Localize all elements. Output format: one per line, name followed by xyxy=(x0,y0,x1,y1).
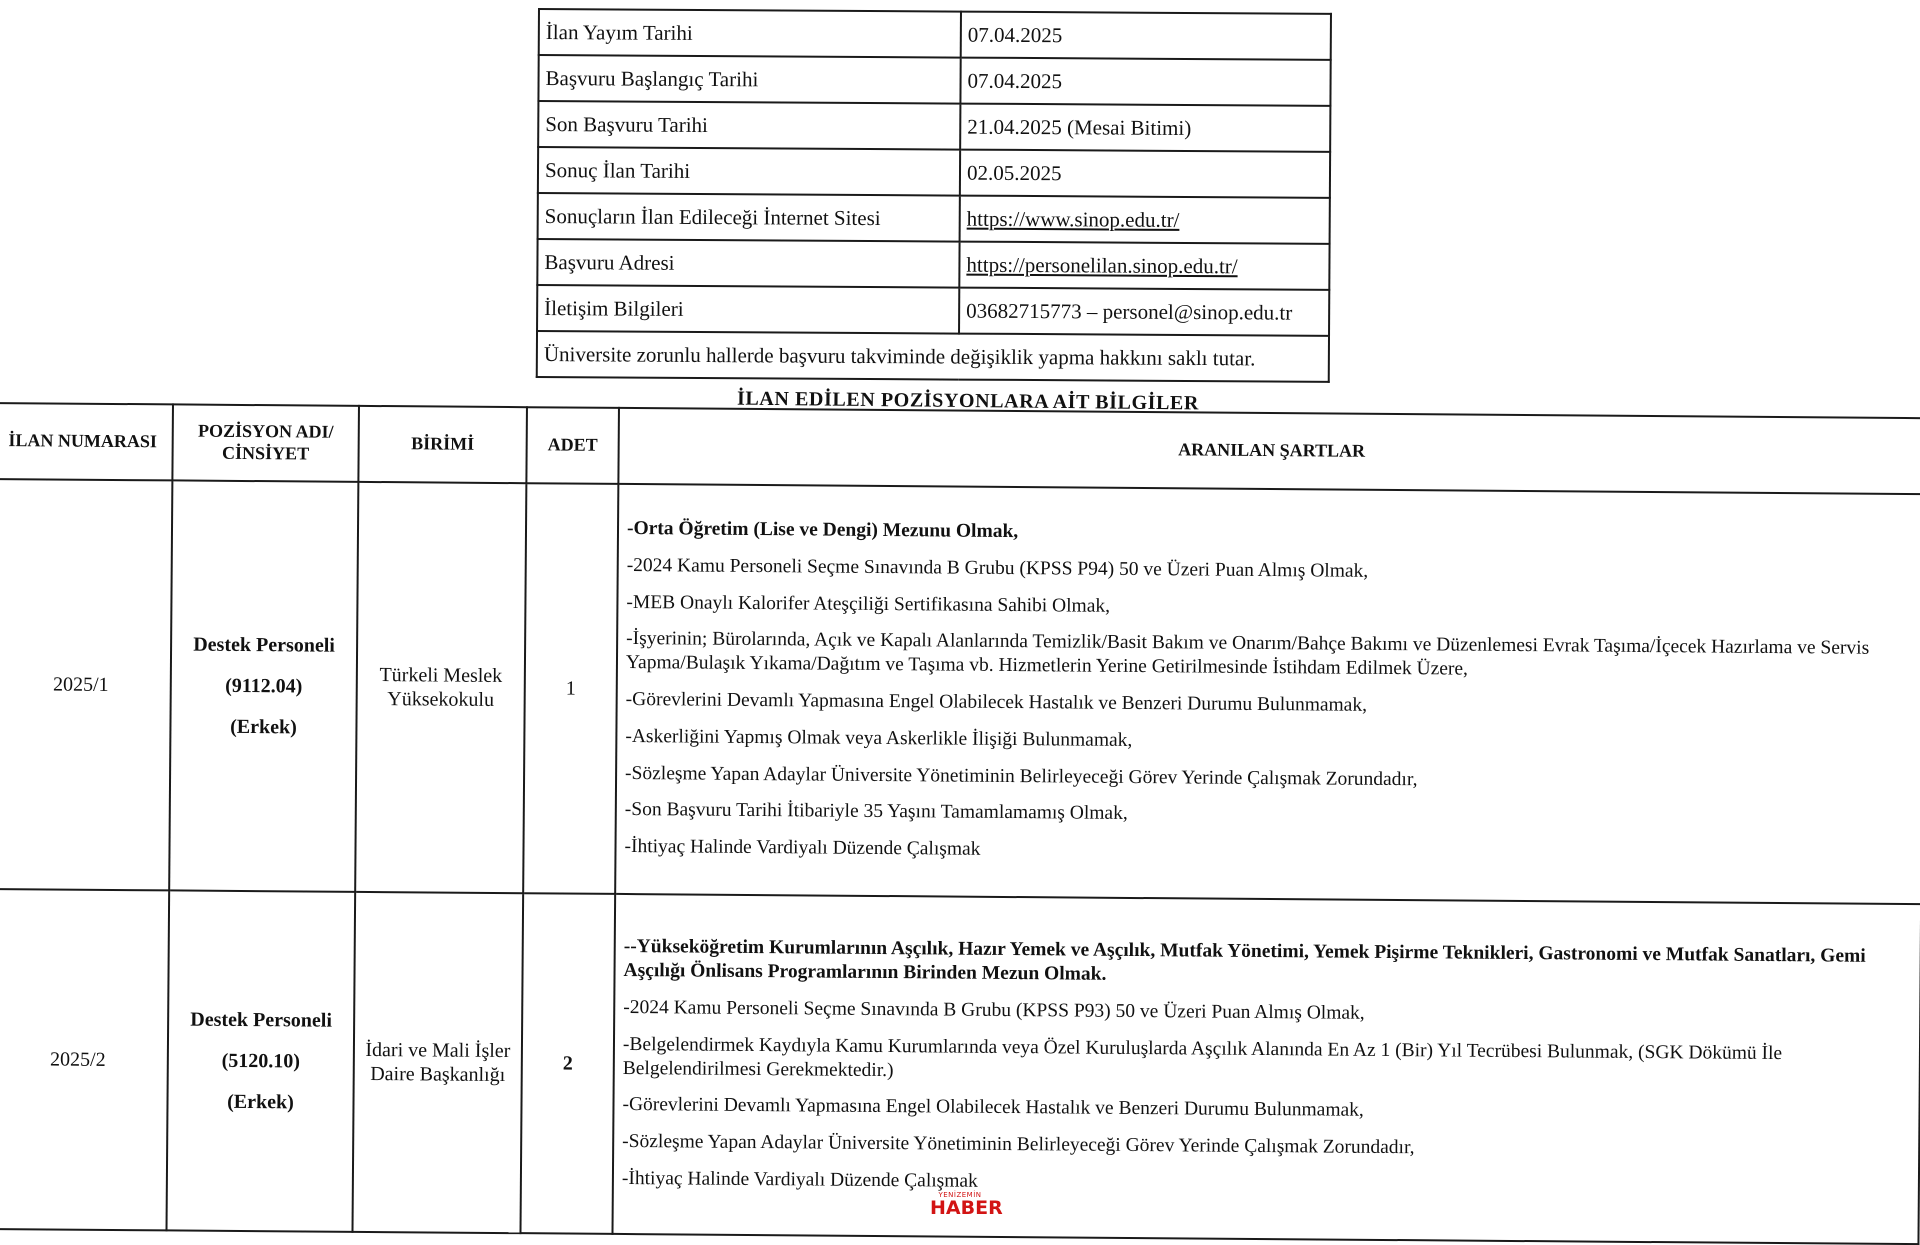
requirement-item: -2024 Kamu Personeli Seçme Sınavında B Grubu (KPSS P94) 50 ve Üzeri Puan Almış Olmak, xyxy=(626,554,1369,582)
info-label: Başvuru Adresi xyxy=(537,239,959,288)
requirement-item: -İhtiyaç Halinde Vardiyalı Düzende Çalışmak xyxy=(621,1167,978,1192)
requirement-item: -Sözleşme Yapan Adaylar Üniversite Yönetiminin Belirleyeceği Görev Yerinde Çalışmak Zorundadır, xyxy=(622,1131,1415,1159)
info-row xyxy=(538,55,1330,106)
requirement-item: -Görevlerini Devamlı Yapmasına Engel Olabilecek Hastalık ve Benzeri Durumu Bulunmamak, xyxy=(625,688,1368,716)
watermark-main-text: HABER xyxy=(930,1197,1003,1219)
requirement-item: -Askerliğini Yapmış Olmak veya Askerlikle İlişiği Bulunmamak, xyxy=(625,725,1133,751)
position-name: Destek Personeli xyxy=(193,633,335,657)
requirement-item: -Sözleşme Yapan Adaylar Üniversite Yönetiminin Belirleyeceği Görev Yerinde Çalışmak Zorundadır, xyxy=(625,762,1418,790)
info-row xyxy=(537,239,1329,290)
position-gender: (Erkek) xyxy=(227,1090,294,1113)
info-label: Sonuçların İlan Edileceği İnternet Sitesi xyxy=(538,193,960,242)
position-code: (5120.10) xyxy=(221,1049,301,1072)
info-label: Son Başvuru Tarihi xyxy=(538,101,960,150)
position-count: 1 xyxy=(523,483,618,894)
info-value xyxy=(960,196,1330,244)
info-row xyxy=(538,147,1330,198)
info-value: 21.04.2025 (Mesai Bitimi) xyxy=(960,104,1330,152)
results-website-link[interactable]: https://www.sinop.edu.tr/ xyxy=(966,206,1180,232)
requirement-item: -MEB Onaylı Kalorifer Ateşçiliği Sertifikasına Sahibi Olmak, xyxy=(626,591,1111,617)
requirements-cell xyxy=(612,894,1920,1244)
position-gender: (Erkek) xyxy=(230,715,297,738)
info-label: Sonuç İlan Tarihi xyxy=(538,147,960,196)
watermark-small-text: YENİZEMİN xyxy=(938,1191,982,1199)
header-pozisyon xyxy=(172,404,359,481)
info-row xyxy=(539,9,1331,60)
header-adet: ADET xyxy=(526,407,619,484)
info-label: İletişim Bilgileri xyxy=(537,285,959,334)
header-aranilan-sartlar: ARANILAN ŞARTLAR xyxy=(618,408,1920,494)
position-row xyxy=(0,479,1920,904)
header-pozisyon-line1: POZİSYON ADI/ xyxy=(197,421,334,443)
info-value: 02.05.2025 xyxy=(960,150,1330,198)
requirement-item: -Belgelendirmek Kaydıyla Kamu Kurumlarında veya Özel Kuruluşlarda Aşçılık Alanında En Az 1 (Bir) Yıl Tecrübesi Bulunmak, (SGK Dökümü İle Belgelendirilmesi Gerekmektedir.) xyxy=(622,1033,1783,1081)
info-value xyxy=(959,242,1329,290)
position-count: 2 xyxy=(520,893,615,1234)
header-pozisyon-line2: CİNSİYET xyxy=(222,442,310,464)
header-ilan-numarasi: İLAN NUMARASI xyxy=(0,403,173,480)
requirement-item: -İşyerinin; Bürolarında, Açık ve Kapalı Alanlarında Temizlik/Basit Bakım ve Onarım/Bahçe Bakımı ve Düzenlemesi Evrak Taşıma/İçecek Hazırlama ve Servis Yapma/Bulaşık Yıkama/Dağıtım ve Taşıma vb. Hizmetlerin Yerine Getirilmesinde İstihdam Edilmek Üzere, xyxy=(625,628,1870,680)
unit-name: Türkeli Meslek Yüksekokulu xyxy=(355,482,526,893)
position-name: Destek Personeli xyxy=(190,1008,333,1032)
info-note-row xyxy=(537,331,1329,382)
application-address-link[interactable]: https://personelilan.sinop.edu.tr/ xyxy=(966,252,1238,279)
positions-heading: İLAN EDİLEN POZİSYONLARA AİT BİLGİLER xyxy=(736,387,1200,415)
position-code: (9112.04) xyxy=(225,674,303,697)
requirement-item: --Yükseköğretim Kurumlarının Aşçılık, Hazır Yemek ve Aşçılık, Mutfak Yönetimi, Yemek Pişirme Teknikleri, Gastronomi ve Mutfak Sanatları, Gemi Aşçılığı Önlisans Programlarının Birinden Mezun Olmak. xyxy=(623,936,1866,985)
requirements-cell xyxy=(615,484,1920,904)
info-row xyxy=(538,193,1330,244)
news-site-watermark xyxy=(930,1191,1003,1219)
requirement-item: -2024 Kamu Personeli Seçme Sınavında B Grubu (KPSS P93) 50 ve Üzeri Puan Almış Olmak, xyxy=(623,996,1365,1024)
position-name-cell xyxy=(166,890,355,1231)
info-value: 07.04.2025 xyxy=(961,12,1331,60)
positions-table xyxy=(0,402,1920,1245)
header-birimi: BİRİMİ xyxy=(358,406,527,483)
application-dates-table xyxy=(536,8,1332,383)
requirement-item: -Görevlerini Devamlı Yapmasına Engel Olabilecek Hastalık ve Benzeri Durumu Bulunmamak, xyxy=(622,1094,1364,1122)
info-label: Başvuru Başlangıç Tarihi xyxy=(538,55,960,104)
ilan-numarasi: 2025/2 xyxy=(0,889,169,1230)
unit-name: İdari ve Mali İşler Daire Başkanlığı xyxy=(352,892,523,1233)
info-label: İlan Yayım Tarihi xyxy=(539,9,961,58)
info-row xyxy=(538,101,1330,152)
requirement-item: -İhtiyaç Halinde Vardiyalı Düzende Çalışmak xyxy=(624,836,981,860)
calendar-change-note: Üniversite zorunlu hallerde başvuru takviminde değişiklik yapma hakkını saklı tutar. xyxy=(537,331,1329,382)
ilan-numarasi: 2025/1 xyxy=(0,479,172,890)
info-row xyxy=(537,285,1329,336)
requirement-item: -Son Başvuru Tarihi İtibariyle 35 Yaşını Tamamlamamış Olmak, xyxy=(624,799,1128,825)
requirement-item: -Orta Öğretim (Lise ve Dengi) Mezunu Olmak, xyxy=(626,518,1019,543)
position-name-cell xyxy=(169,480,358,891)
info-value: 07.04.2025 xyxy=(960,58,1330,106)
contact-info: 03682715773 – personel@sinop.edu.tr xyxy=(959,288,1329,336)
